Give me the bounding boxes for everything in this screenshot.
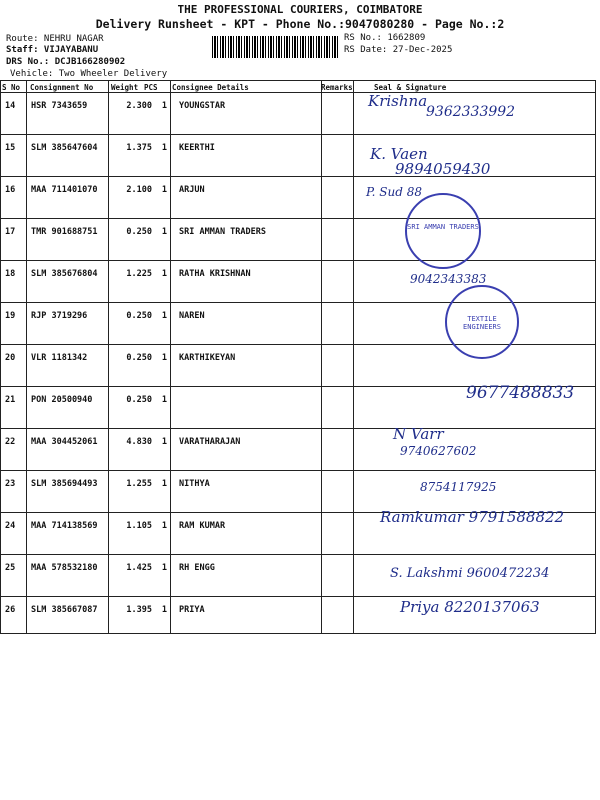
table-row — [0, 220, 596, 262]
col-sno: S No — [2, 83, 21, 92]
row-consignment: SLM 385676804 — [31, 269, 98, 279]
row-sno: 23 — [5, 479, 16, 489]
row-consignee: ARJUN — [179, 185, 205, 195]
stamp-text: SRI AMMAN TRADERS — [407, 223, 479, 231]
rs-number: RS No.: 1662809 — [344, 33, 426, 43]
signature-24: Ramkumar 9791588822 — [380, 508, 565, 526]
row-sno: 18 — [5, 269, 16, 279]
row-pcs: 1 — [161, 185, 167, 195]
phone-21: 9677488833 — [466, 383, 575, 403]
row-weight: 2.300 — [126, 101, 152, 111]
row-weight: 1.255 — [126, 479, 152, 489]
row-consignee: YOUNGSTAR — [179, 101, 226, 111]
signature-22: N Varr — [393, 425, 444, 443]
row-consignee: KARTHIKEYAN — [179, 353, 236, 363]
vehicle-label: Vehicle: Two Wheeler Delivery — [10, 69, 168, 79]
row-consignment: SLM 385694493 — [31, 479, 98, 489]
drs-number: DRS No.: DCJB166280902 — [6, 57, 126, 67]
phone-15: 9894059430 — [395, 160, 491, 178]
row-sno: 26 — [5, 605, 16, 615]
row-weight: 0.250 — [126, 353, 152, 363]
row-weight: 2.100 — [126, 185, 152, 195]
col-pcs: PCS — [144, 83, 158, 92]
row-pcs: 1 — [161, 395, 167, 405]
row-pcs: 1 — [161, 101, 167, 111]
row-pcs: 1 — [161, 227, 167, 237]
row-weight: 1.105 — [126, 521, 152, 531]
row-sno: 19 — [5, 311, 16, 321]
row-consignment: RJP 3719296 — [31, 311, 88, 321]
row-pcs: 1 — [161, 605, 167, 615]
row-pcs: 1 — [161, 269, 167, 279]
signature-26: Priya 8220137063 — [400, 598, 540, 616]
table-row — [0, 136, 596, 178]
row-sno: 17 — [5, 227, 16, 237]
col-consignment: Consignment No — [30, 83, 94, 92]
row-consignment: MAA 304452061 — [31, 437, 98, 447]
row-sno: 25 — [5, 563, 16, 573]
row-consignment: SLM 385667087 — [31, 605, 98, 615]
rs-date: RS Date: 27-Dec-2025 — [344, 45, 453, 55]
row-consignment: VLR 1181342 — [31, 353, 88, 363]
company-title: THE PROFESSIONAL COURIERS, COIMBATORE — [177, 3, 423, 16]
row-sno: 16 — [5, 185, 16, 195]
signature-15: K. Vaen — [370, 145, 428, 163]
row-consignee: KEERTHI — [179, 143, 215, 153]
stamp-text-2: TEXTILE ENGINEERS — [463, 315, 501, 331]
route-label: Route: NEHRU NAGAR — [6, 34, 104, 44]
company-stamp-icon — [405, 193, 481, 269]
col-remarks: Remarks — [321, 83, 353, 92]
row-weight: 0.250 — [126, 311, 152, 321]
row-weight: 0.250 — [126, 227, 152, 237]
row-pcs: 1 — [161, 521, 167, 531]
row-consignee: NAREN — [179, 311, 205, 321]
signature-16: P. Sud 88 — [366, 185, 422, 199]
row-consignment: HSR 7343659 — [31, 101, 88, 111]
staff-label: Staff: VIJAYABANU — [6, 45, 99, 55]
row-weight: 1.225 — [126, 269, 152, 279]
runsheet-subtitle: Delivery Runsheet - KPT - Phone No.:9047080280 - Page No.:2 — [95, 17, 505, 31]
row-sno: 20 — [5, 353, 16, 363]
signature-14: Krishna — [368, 92, 428, 110]
row-consignee: SRI AMMAN TRADERS — [179, 227, 266, 237]
row-weight: 1.425 — [126, 563, 152, 573]
row-consignment: TMR 901688751 — [31, 227, 98, 237]
row-consignee: RATHA KRISHNAN — [179, 269, 251, 279]
row-consignee: VARATHARAJAN — [179, 437, 241, 447]
col-weight: Weight — [111, 83, 139, 92]
row-sno: 24 — [5, 521, 16, 531]
signature-25: S. Lakshmi 9600472234 — [390, 566, 550, 581]
barcode-image — [212, 36, 340, 58]
row-weight: 4.830 — [126, 437, 152, 447]
table-row — [0, 430, 596, 472]
row-consignee: RAM KUMAR — [179, 521, 226, 531]
row-sno: 14 — [5, 101, 16, 111]
row-pcs: 1 — [161, 437, 167, 447]
row-pcs: 1 — [161, 479, 167, 489]
row-pcs: 1 — [161, 311, 167, 321]
row-consignee: NITHYA — [179, 479, 210, 489]
phone-23: 8754117925 — [420, 480, 497, 494]
row-pcs: 1 — [161, 563, 167, 573]
col-seal: Seal & Signature — [374, 83, 447, 92]
phone-14: 9362333992 — [426, 104, 516, 120]
row-consignment: PON 20500940 — [31, 395, 93, 405]
col-consignee: Consignee Details — [172, 83, 249, 92]
row-weight: 1.395 — [126, 605, 152, 615]
table-row — [0, 346, 596, 388]
table-row — [0, 178, 596, 220]
row-pcs: 1 — [161, 143, 167, 153]
row-weight: 0.250 — [126, 395, 152, 405]
seal-stamp-icon — [445, 285, 519, 359]
phone-18: 9042343383 — [410, 272, 487, 286]
row-sno: 22 — [5, 437, 16, 447]
row-sno: 15 — [5, 143, 16, 153]
row-consignment: MAA 711401070 — [31, 185, 98, 195]
row-consignee: PRIYA — [179, 605, 205, 615]
row-pcs: 1 — [161, 353, 167, 363]
phone-22: 9740627602 — [400, 444, 477, 458]
row-consignment: SLM 385647604 — [31, 143, 98, 153]
row-weight: 1.375 — [126, 143, 152, 153]
row-consignee: RH ENGG — [179, 563, 215, 573]
row-consignment: MAA 578532180 — [31, 563, 98, 573]
row-consignment: MAA 714138569 — [31, 521, 98, 531]
row-sno: 21 — [5, 395, 16, 405]
